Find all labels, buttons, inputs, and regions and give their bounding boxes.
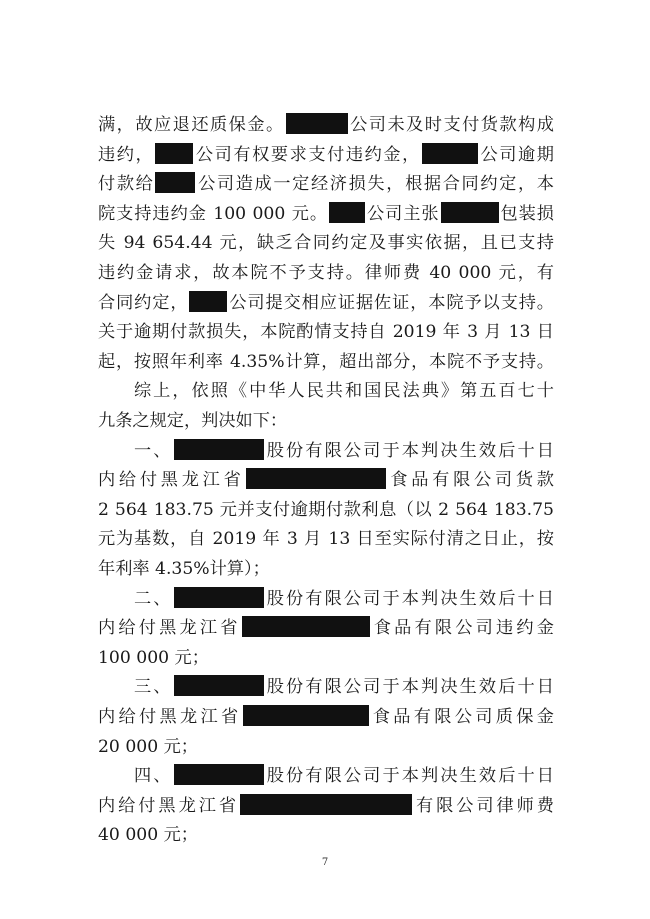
- conclusion-line-2: [98, 407, 554, 437]
- judgment-1-line-2: [98, 466, 554, 496]
- text-segment: 2 564 183.75 元并支付逾期付款利息（以 2 564 183.75: [98, 499, 554, 520]
- redaction-block: [286, 113, 348, 134]
- conclusion-line-1: [98, 377, 554, 407]
- redaction-block: [189, 291, 227, 312]
- text-segment: 公司有权要求支付违约金，: [194, 144, 421, 165]
- text-segment: 股份有限公司于本判决生效后十日: [264, 588, 554, 609]
- judgment-3-line-2: [98, 703, 554, 733]
- text-segment: 股份有限公司于本判决生效后十日: [264, 440, 554, 461]
- judgment-4-line-2: [98, 792, 554, 822]
- text-segment: 年利率 4.35%计算）；: [98, 559, 270, 579]
- text-segment: 100 000 元；: [98, 647, 209, 668]
- text-segment: 内给付黑龙江省: [98, 795, 239, 816]
- body-line-3: [98, 170, 554, 200]
- body-line-9: [98, 348, 554, 378]
- text-segment: 合同约定，: [98, 292, 189, 313]
- text-segment: 满，故应退还质保金。: [98, 115, 285, 135]
- judgment-3-line-1: [98, 673, 554, 703]
- text-segment: 公司逾期: [478, 144, 554, 165]
- item-number: 三、: [134, 677, 173, 698]
- judgment-1-line-4: [98, 525, 554, 555]
- redaction-block: [441, 202, 499, 223]
- judgment-1-line-3: [98, 496, 554, 526]
- body-line-5: [98, 229, 554, 259]
- judgment-1-line-5: [98, 555, 554, 585]
- body-line-1: [98, 111, 554, 141]
- judgment-3-line-3: [98, 733, 554, 763]
- redaction-block: [329, 202, 365, 223]
- text-segment: 九条之规定，判决如下：: [98, 411, 288, 431]
- text-segment: 股份有限公司于本判决生效后十日: [264, 766, 554, 787]
- judgment-4-line-1: [98, 762, 554, 792]
- text-segment: 违约，: [98, 144, 155, 165]
- text-segment: 内给付黑龙江省: [98, 618, 241, 639]
- text-segment: 股份有限公司于本判决生效后十日: [264, 677, 554, 698]
- text-segment: 食品有限公司货款: [386, 470, 554, 491]
- redaction-block: [422, 143, 478, 164]
- text-segment: 失 94 654.44 元，缺乏合同约定及事实依据，且已支持: [98, 233, 554, 254]
- item-number: 二、: [134, 588, 173, 609]
- text-segment: 包装损: [499, 203, 554, 224]
- redaction-block: [240, 794, 412, 815]
- redaction-block: [174, 675, 264, 696]
- text-segment: 关于逾期付款损失，本院酌情支持自 2019 年 3 月 13 日: [98, 322, 554, 343]
- text-segment: 40 000 元；: [98, 825, 198, 846]
- text-segment: 院支持违约金 100 000 元。: [98, 203, 329, 224]
- text-segment: 公司主张: [366, 203, 440, 224]
- text-segment: 食品有限公司违约金: [370, 618, 554, 639]
- text-segment: 食品有限公司质保金: [369, 707, 554, 727]
- text-segment: 起，按照年利率 4.35%计算，超出部分，本院不予支持。: [98, 351, 554, 372]
- text-segment: 公司造成一定经济损失，根据合同约定，本: [196, 174, 554, 195]
- text-segment: 公司提交相应证据佐证，本院予以支持。: [228, 292, 554, 313]
- text-segment: 有限公司律师费: [413, 795, 554, 816]
- redaction-block: [246, 468, 386, 489]
- judgment-4-line-3: [98, 821, 554, 851]
- body-line-7: [98, 289, 554, 319]
- item-number: 四、: [134, 766, 173, 787]
- redaction-block: [174, 439, 264, 460]
- judgment-2-line-3: [98, 644, 554, 674]
- judgment-1-line-1: [98, 437, 554, 467]
- redaction-block: [174, 587, 264, 608]
- body-line-8: [98, 318, 554, 348]
- judgment-2-line-1: [98, 585, 554, 615]
- text-segment: 元为基数，自 2019 年 3 月 13 日至实际付清之日止，按: [98, 529, 554, 550]
- redaction-block: [155, 143, 193, 164]
- redaction-block: [242, 616, 370, 637]
- text-segment: 内给付黑龙江省: [98, 707, 242, 727]
- redaction-block: [243, 705, 369, 726]
- text-segment: 付款给: [98, 174, 155, 195]
- redaction-block: [155, 172, 195, 193]
- text-segment: 20 000 元；: [98, 736, 198, 757]
- body-line-2: [98, 141, 554, 171]
- text-segment: 综上，依照《中华人民共和国民法典》第五百七十: [134, 381, 554, 402]
- text-segment: 违约金请求，故本院不予支持。律师费 40 000 元，有: [98, 263, 554, 283]
- body-line-6: [98, 259, 554, 289]
- text-segment: 公司未及时支付货款构成: [348, 115, 554, 135]
- redaction-block: [174, 764, 264, 785]
- page-number: 7: [321, 857, 329, 868]
- item-number: 一、: [134, 440, 173, 461]
- judgment-2-line-2: [98, 614, 554, 644]
- body-line-4: [98, 200, 554, 230]
- text-segment: 内给付黑龙江省: [98, 470, 245, 491]
